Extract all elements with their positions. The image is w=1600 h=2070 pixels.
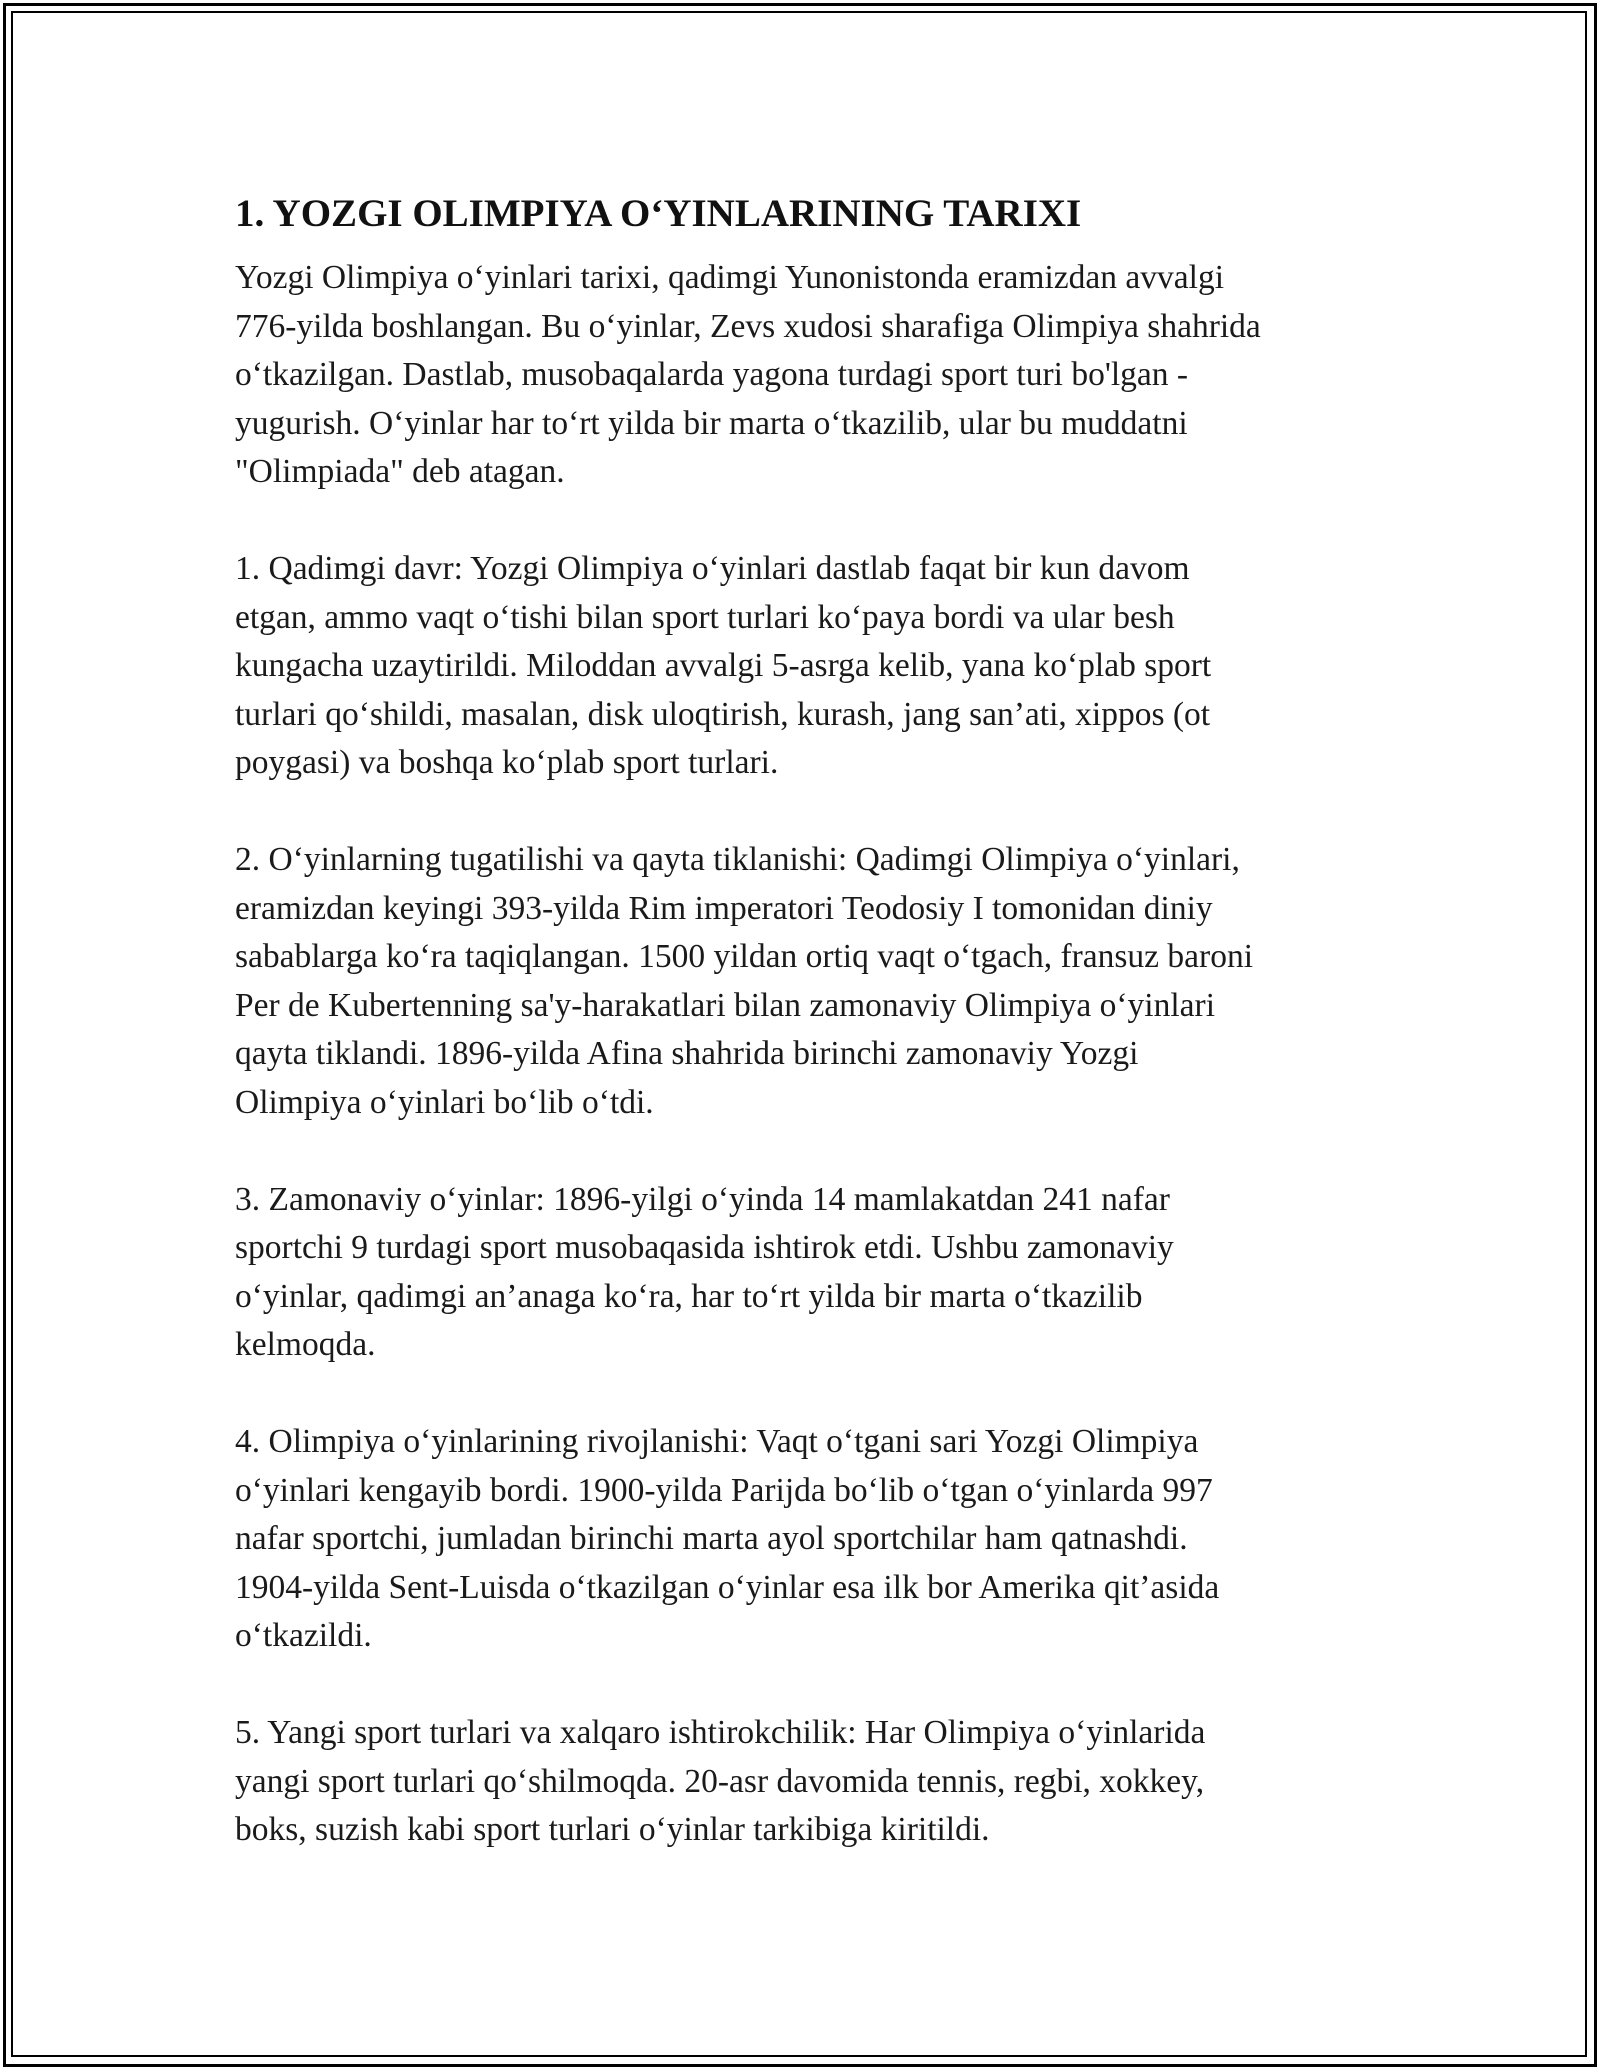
paragraph-line: nafar sportchi, jumladan birinchi marta ayol sportchilar ham qatnashdi. bbox=[235, 1520, 1188, 1557]
document-body bbox=[235, 188, 1385, 1903]
section-new-sports bbox=[235, 1709, 1385, 1855]
section-end-and-revival bbox=[235, 836, 1385, 1127]
paragraph-line: qayta tiklandi. 1896-yilda Afina shahrida birinchi zamonaviy Yozgi bbox=[235, 1035, 1139, 1072]
paragraph-line: o‘tkazilgan. Dastlab, musobaqalarda yagona turdagi sport turi bo'lgan - bbox=[235, 356, 1189, 393]
paragraph-line: yangi sport turlari qo‘shilmoqda. 20-asr davomida tennis, regbi, xokkey, bbox=[235, 1762, 1205, 1800]
paragraph-line: Per de Kubertenning sa'y-harakatlari bilan zamonaviy Olimpiya o‘yinlari bbox=[235, 986, 1216, 1024]
paragraph-line: Yozgi Olimpiya o‘yinlari tarixi, qadimgi Yunonistonda eramizdan avvalgi bbox=[235, 259, 1225, 296]
paragraph-line: "Olimpiada" deb atagan. bbox=[235, 453, 565, 490]
intro-paragraph bbox=[235, 254, 1385, 497]
paragraph-line: 3. Zamonaviy o‘yinlar: 1896-yilgi o‘yinda 14 mamlakatdan 241 nafar bbox=[235, 1180, 1170, 1218]
paragraph-line: o‘yinlar, qadimgi an’anaga ko‘ra, har to‘rt yilda bir marta o‘tkazilib bbox=[235, 1277, 1143, 1315]
paragraph-line: 1904-yilda Sent-Luisda o‘tkazilgan o‘yinlar esa ilk bor Amerika qit’asida bbox=[235, 1568, 1220, 1606]
section-ancient-period bbox=[235, 545, 1385, 788]
paragraph-line: 776-yilda boshlangan. Bu o‘yinlar, Zevs xudosi sharafiga Olimpiya shahrida bbox=[235, 307, 1261, 345]
paragraph-line: sportchi 9 turdagi sport musobaqasida ishtirok etdi. Ushbu zamonaviy bbox=[235, 1229, 1174, 1266]
paragraph-line: yugurish. O‘yinlar har to‘rt yilda bir marta o‘tkazilib, ular bu muddatni bbox=[235, 404, 1188, 442]
document-title: 1. YOZGI OLIMPIYA O‘YINLARINING TARIXI bbox=[235, 192, 1082, 235]
paragraph-line: turlari qo‘shildi, masalan, disk uloqtirish, kurash, jang san’ati, xippos (ot bbox=[235, 695, 1211, 733]
paragraph-line: 1. Qadimgi davr: Yozgi Olimpiya o‘yinlari dastlab faqat bir kun davom bbox=[235, 550, 1190, 587]
paragraph-line: 4. Olimpiya o‘yinlarining rivojlanishi: Vaqt o‘tgani sari Yozgi Olimpiya bbox=[235, 1423, 1199, 1460]
paragraph-line: 5. Yangi sport turlari va xalqaro ishtirokchilik: Har Olimpiya o‘yinlarida bbox=[235, 1714, 1206, 1751]
paragraph-line: o‘yinlari kengayib bordi. 1900-yilda Parijda bo‘lib o‘tgan o‘yinlarda 997 bbox=[235, 1471, 1213, 1509]
paragraph-line: boks, suzish kabi sport turlari o‘yinlar tarkibiga kiritildi. bbox=[235, 1811, 990, 1848]
paragraph-line: poygasi) va boshqa ko‘plab sport turlari. bbox=[235, 744, 779, 781]
paragraph-line: etgan, ammo vaqt o‘tishi bilan sport turlari ko‘paya bordi va ular besh bbox=[235, 598, 1175, 636]
paragraph-line: sabablarga ko‘ra taqiqlangan. 1500 yildan ortiq vaqt o‘tgach, fransuz baroni bbox=[235, 938, 1254, 975]
paragraph-line: kungacha uzaytirildi. Miloddan avvalgi 5-asrga kelib, yana ko‘plab sport bbox=[235, 647, 1212, 684]
paragraph-line: 2. O‘yinlarning tugatilishi va qayta tiklanishi: Qadimgi Olimpiya o‘yinlari, bbox=[235, 841, 1240, 878]
section-modern-games bbox=[235, 1176, 1385, 1370]
paragraph-line: o‘tkazildi. bbox=[235, 1617, 372, 1654]
paragraph-line: kelmoqda. bbox=[235, 1326, 376, 1363]
paragraph-line: eramizdan keyingi 393-yilda Rim imperatori Teodosiy I tomonidan diniy bbox=[235, 889, 1213, 927]
paragraph-line: Olimpiya o‘yinlari bo‘lib o‘tdi. bbox=[235, 1083, 654, 1121]
section-development bbox=[235, 1418, 1385, 1661]
